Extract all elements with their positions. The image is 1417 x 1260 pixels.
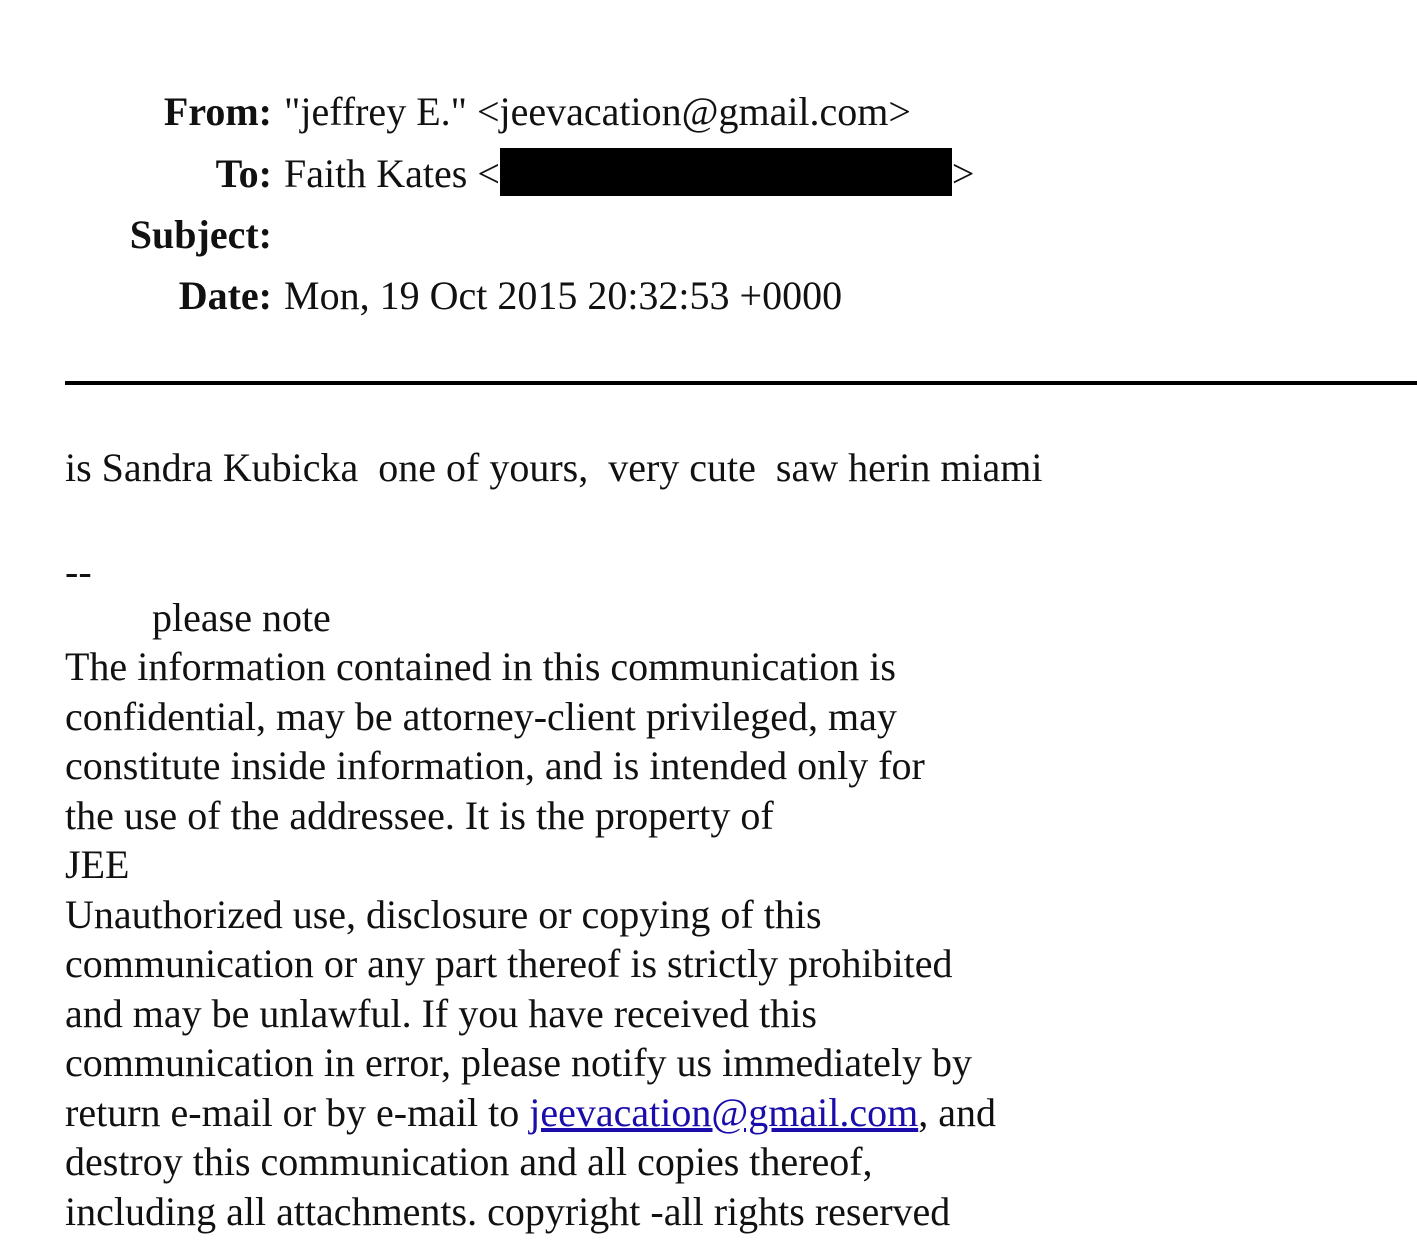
from-label: From: (163, 89, 272, 134)
disclaimer-line: communication or any part thereof is strictly prohibited (65, 941, 953, 986)
return-line-suffix: , and (918, 1089, 996, 1135)
header-subject-row (0, 211, 1417, 259)
disclaimer-return-line (65, 1088, 996, 1138)
header-from-row (0, 88, 1417, 136)
header-to-row (0, 150, 1417, 198)
signature-note: please note (152, 595, 331, 640)
disclaimer-line: The information contained in this communication is (65, 644, 896, 689)
to-value (284, 150, 974, 198)
disclaimer-line: the use of the addressee. It is the property of (65, 792, 774, 838)
to-label: To: (215, 151, 272, 196)
to-close-bracket: > (951, 151, 975, 196)
disclaimer-line: communication in error, please notify us immediately by (65, 1040, 973, 1085)
header-divider (65, 381, 1417, 385)
email-link[interactable]: jeevacation@gmail.com (529, 1089, 919, 1135)
header-date-row (0, 272, 1417, 320)
disclaimer-line: constitute inside information, and is intended only for (65, 743, 925, 788)
from-value: "jeffrey E." <jeevacation@gmail.com> (284, 89, 911, 134)
date-label: Date: (178, 273, 272, 318)
to-name: Faith Kates (284, 151, 468, 196)
redaction-block (500, 148, 952, 196)
return-line-prefix: return e-mail or by e-mail to (65, 1089, 530, 1135)
disclaimer-line: and may be unlawful. If you have received this (65, 990, 817, 1036)
disclaimer-line: confidential, may be attorney-client privileged, may (65, 693, 897, 739)
disclaimer-line: including all attachments. copyright -all rights reserved (65, 1188, 951, 1234)
confidentiality-disclaimer (65, 642, 996, 1236)
subject-label: Subject: (129, 212, 272, 257)
disclaimer-line: destroy this communication and all copies thereof, (65, 1139, 873, 1184)
disclaimer-line: JEE (65, 842, 130, 887)
to-open-bracket: < (477, 151, 500, 196)
signature-separator: -- (65, 549, 92, 594)
disclaimer-line: Unauthorized use, disclosure or copying of this (65, 891, 822, 937)
date-value: Mon, 19 Oct 2015 20:32:53 +0000 (284, 273, 843, 318)
message-text: is Sandra Kubicka one of yours, very cute saw herin miami (65, 445, 1043, 490)
